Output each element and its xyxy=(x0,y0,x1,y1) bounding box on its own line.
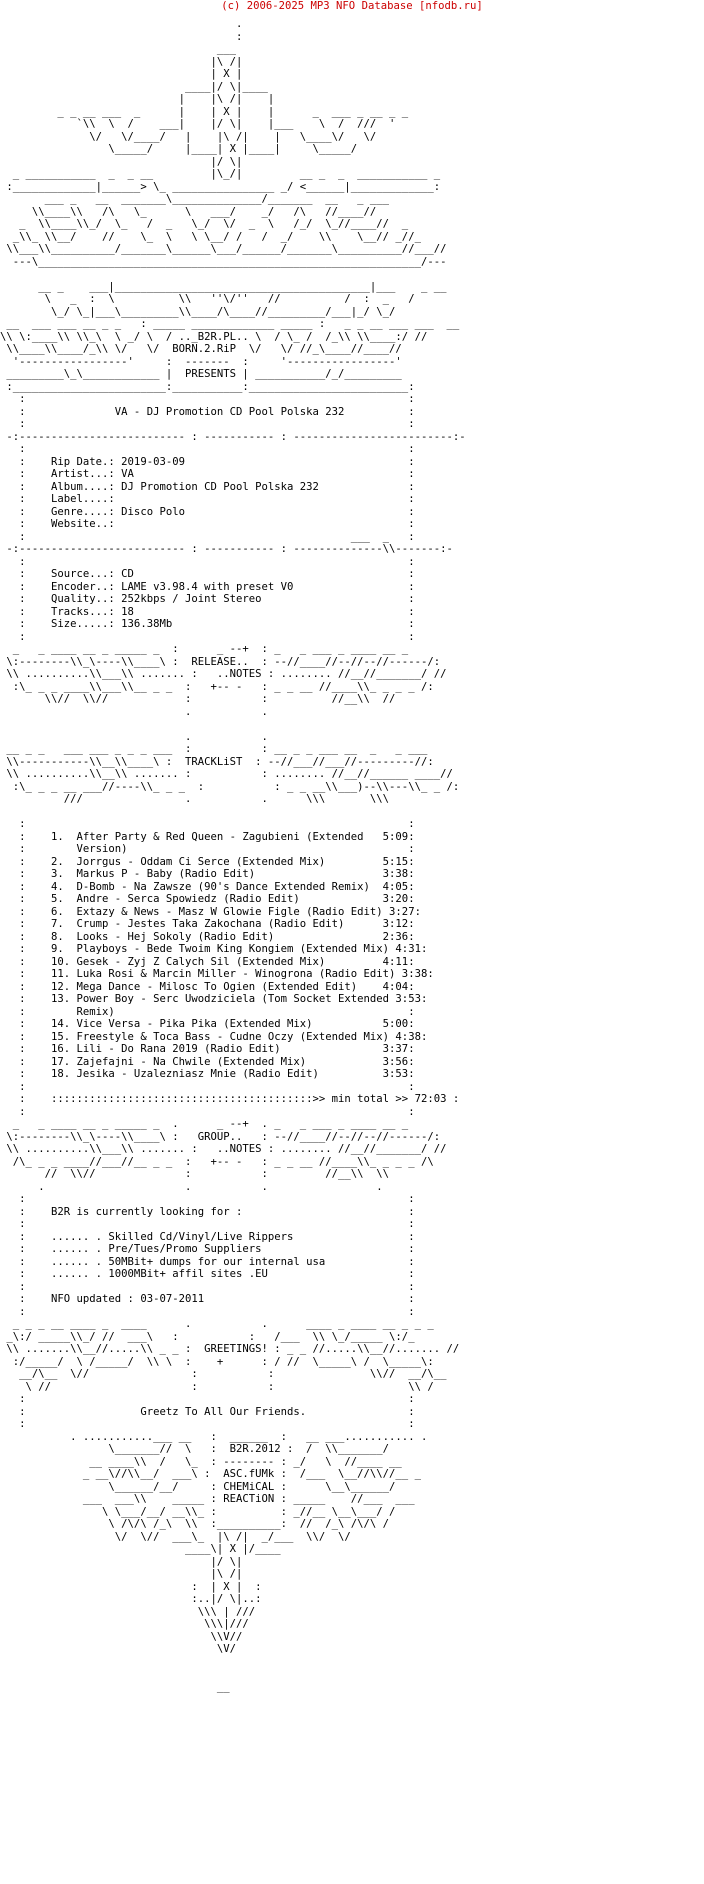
nfo-line: // \\// : : //__\\ \\ xyxy=(0,1168,390,1180)
track-row: : 3. Markus P - Baby (Radio Edit) 3:38: xyxy=(0,868,415,880)
nfo-line: __ xyxy=(0,1680,230,1693)
nfo-line: |/ \| xyxy=(0,155,243,168)
nfo-line: ---\____________________________________________________________/--- xyxy=(0,255,447,268)
nfo-line: \ /\/\ /_\ \\ :__________: // /_\ /\/\ / xyxy=(0,1518,390,1530)
nfo-line: _\\_ \\__/ // \_ \ \ \__/ / / _/ \\ \__// _//_ xyxy=(0,230,421,243)
nfo-line: _ \\____\\_/ \_ / _ \_/ \/ _ \ /_/ \_//____// _ xyxy=(0,218,409,230)
nfo-line: : : xyxy=(0,1218,415,1230)
nfo-line: \\// \\// : : //__\\ // xyxy=(0,693,396,705)
nfo-artist: : Artist...: VA : xyxy=(0,468,415,480)
nfo-line: : : xyxy=(0,1393,415,1405)
nfo-size: : Size.....: 136.38Mb : xyxy=(0,618,415,630)
group-notes-text: : ...... . 1000MBit+ affil sites .EU : xyxy=(0,1268,415,1280)
greetings-text: : Greetz To All Our Friends. : xyxy=(0,1405,415,1418)
nfo-line: __ ____\\ / \_ : -------- : _/ \ //____ __ xyxy=(0,1455,402,1468)
nfo-line: : : xyxy=(0,555,415,568)
nfo-line: \\ ..........\\___\\ ....... : ..NOTES : ........ //__//_______/ // xyxy=(0,668,447,680)
nfo-line: _ _ __ ___ _ | | X | | _ ___ _ __ _ _ xyxy=(0,105,409,118)
nfo-year-credit: \_______// \ : B2R.2012 : / \\_______/ xyxy=(0,1443,390,1455)
track-row: : 2. Jorrgus - Oddam Ci Serce (Extended Mix) 5:15: xyxy=(0,855,415,868)
nfo-line: | |\ /| | xyxy=(0,93,275,105)
track-row: : 8. Looks - Hej Sokoly (Radio Edit) 2:36: xyxy=(0,930,415,943)
nfo-group-notes-banner: \:--------\\_\----\\____\ : GROUP.. : --//____//--//--//------/: xyxy=(0,1130,441,1143)
nfo-divider: -:-------------------------- : ----------- : -------------------------:- xyxy=(0,430,466,443)
track-row: : 7. Crump - Jestes Taka Zakochana (Radio Edit) 3:12: xyxy=(0,918,415,930)
nfo-line: '-----------------' : ------- : '-----------------' xyxy=(0,355,402,368)
nfo-line: \ \___/__/ __\\_ : : _//__ \__\___/ / xyxy=(0,1505,396,1518)
nfo-line: \\V// xyxy=(0,1630,243,1643)
nfo-updated: : NFO updated : 03-07-2011 : xyxy=(0,1293,415,1305)
nfo-line: \\ \:____\\ \\_\ \ _/ \ / .._B2R.PL.. \ / \_ / /_\\ \\____:/ // xyxy=(0,330,428,343)
nfo-line: \/ \// ___\_ |\ /| _/___ \\/ \/ xyxy=(0,1530,351,1543)
track-row: : Remix) : xyxy=(0,1005,415,1018)
nfo-encoder: : Encoder..: LAME v3.98.4 with preset V0 : xyxy=(0,580,415,593)
nfo-line: _\:/ _____\\_/ // ___\ : : /___ \\ \_/_____ \:/_ xyxy=(0,1330,415,1343)
track-row: : 5. Andre - Serca Spowiedz (Radio Edit) 3:20: xyxy=(0,893,415,905)
nfo-line: : : xyxy=(0,1418,415,1430)
nfo-line: __ _ _ ___ ___ _ _ _ ___ : : __ _ _ ___ __ _ _ ___ xyxy=(0,743,428,755)
nfo-line: : : xyxy=(0,393,415,405)
nfo-line: __ ___ ___ __ _ _ : _____ _____________ _____ : _ _ __ ___ ___ __ xyxy=(0,318,460,330)
track-row: : 18. Jesika - Uzalezniasz Mnie (Radio Edit) 3:53: xyxy=(0,1068,415,1080)
nfo-ascii-document xyxy=(0,18,704,1693)
track-row: : 12. Mega Dance - Milosc To Ogien (Extended Edit) 4:04: xyxy=(0,980,415,993)
nfo-quality: : Quality..: 252kbps / Joint Stereo : xyxy=(0,593,415,605)
nfo-line: _ ___________ _ _ __ |\_/| __ _ _ ___________ _ xyxy=(0,168,441,180)
track-row: : 14. Vice Versa - Pika Pika (Extended Mix) 5:00: xyxy=(0,1018,415,1030)
nfo-source: : Source...: CD : xyxy=(0,568,415,580)
track-row: : 17. Zajefajni - Na Chwile (Extended Mix) 3:56: xyxy=(0,1055,415,1068)
nfo-tracklist-banner: \\-----------\\__\\____\ : TRACKLiST : --//___//___//---------//: xyxy=(0,755,434,768)
nfo-art-credit: ___ ___\\ _____ : REACTiON : _____ //___ ___ xyxy=(0,1493,415,1505)
nfo-line: . ...........___ __ : ______ : __ ___........... . xyxy=(0,1430,428,1443)
nfo-line: ____\| X |/____ xyxy=(0,1543,281,1555)
nfo-line: : : xyxy=(0,818,415,830)
nfo-line: \\___\\__________/_______\______\___/______/_______\__________//___// xyxy=(0,243,447,255)
track-row: : 11. Luka Rosi & Marcin Miller - Winogrona (Radio Edit) 3:38: xyxy=(0,968,434,980)
nfo-line: \\ ..........\\__\\ ....... : : ........ //__//______ ____// xyxy=(0,768,453,780)
nfo-line: . . xyxy=(0,705,268,718)
nfo-line: _ _ ____ __ _ _____ _ . _ --+ . _ _ ___ _ ____ __ _ xyxy=(0,1118,409,1130)
nfo-line: ___ _ __ _______\______________/_______ __ _ ___ xyxy=(0,193,390,205)
nfo-rip-date: : Rip Date.: 2019-03-09 : xyxy=(0,455,415,468)
group-notes-text: : ...... . 50MBit+ dumps for our internal usa : xyxy=(0,1255,415,1268)
track-row: : 4. D-Bomb - Na Zawsze (90's Dance Extended Remix) 4:05: xyxy=(0,880,415,893)
nfodb-copyright-header: (c) 2006-2025 MP3 NFO Database [nfodb.ru] xyxy=(221,0,483,12)
track-row: : 15. Freestyle & Toca Bass - Cudne Oczy (Extended Mix) 4:38: xyxy=(0,1030,428,1043)
nfo-line: ____|/ \|____ xyxy=(0,80,268,93)
nfo-line: \V/ xyxy=(0,1643,236,1655)
nfo-line: _ _ ____ __ _ _____ _ : _ --+ : _ _ ___ _ ____ __ _ xyxy=(0,643,409,655)
nfo-label: : Label....: : xyxy=(0,493,415,505)
track-row: : 1. After Party & Red Queen - Zagubieni (Extended 5:09: xyxy=(0,830,415,843)
track-row: : 9. Playboys - Bede Twoim King Kongiem (Extended Mix) 4:31: xyxy=(0,943,428,955)
nfo-line: __/\__ \// : : \\// __/\__ xyxy=(0,1368,447,1380)
nfo-line: : : xyxy=(0,418,415,430)
nfo-line: . . . . xyxy=(0,1180,383,1193)
nfo-line: |\ /| xyxy=(0,1568,243,1580)
track-row: : 6. Extazy & News - Masz W Glowie Figle (Radio Edit) 3:27: xyxy=(0,905,421,918)
track-row: : Version) : xyxy=(0,843,415,855)
nfo-line: . . xyxy=(0,730,268,743)
nfo-line: |\ /| xyxy=(0,55,243,68)
nfo-line: : : xyxy=(0,630,415,643)
nfo-release-notes-banner: \:--------\\_\----\\____\ : RELEASE.. : --//____//--//--//------/: xyxy=(0,655,441,668)
nfo-line: `\\ \ / ___| |/ \| |___ \ / /// ' xyxy=(0,118,396,130)
nfo-line: : : xyxy=(0,443,415,455)
nfo-line: :\_ _ _ ____\\___\\__ _ _ : +-- - : _ _ __ //____\\_ _ _ _ /: xyxy=(0,680,434,693)
tracklist-total: : :::::::::::::::::::::::::::::::::::::::::>> min total >> 72:03 : xyxy=(0,1093,460,1105)
nfo-art-credit: \______/__/ : CHEMiCAL : \__\______/ xyxy=(0,1480,396,1493)
nfo-line: \\____\\____/_\\ \/ \/ BORN.2.RiP \/ \/ //_\____//____// xyxy=(0,343,402,355)
nfo-line: ___ xyxy=(0,43,236,55)
nfo-line: : ___ _ : xyxy=(0,530,415,543)
nfo-line: : : xyxy=(0,1280,415,1293)
nfo-line: . xyxy=(0,18,243,30)
nfo-line: | X | xyxy=(0,68,243,80)
nfo-line: : : xyxy=(0,1193,415,1205)
nfo-tracks: : Tracks...: 18 : xyxy=(0,605,415,618)
nfo-divider: -:-------------------------- : ----------- : --------------\\-------:- xyxy=(0,543,453,555)
nfo-line: \ _ : \ \\ ''\/'' // / : _ / xyxy=(0,293,415,305)
nfo-line: \_/ \_|___\_________\\____/\____//_________/___|_/ \_/ xyxy=(0,305,396,318)
nfo-line: :_____________|______> \_ ________________ _/ <______|_____________: xyxy=(0,180,441,193)
nfo-line: _ _ _ __ ____ _ ____ . . ____ _ ____ __ _ _ _ xyxy=(0,1318,434,1330)
nfo-line: :..|/ \|..: xyxy=(0,1593,262,1605)
nfo-line: :\_ _ _ __ ___//----\\_ _ _ : : _ _ __\\___)--\\---\\_ _ /: xyxy=(0,780,460,793)
track-row: : 13. Power Boy - Serc Uwodziciela (Tom Socket Extended 3:53: xyxy=(0,993,428,1005)
track-row: : 16. Lili - Do Rana 2019 (Radio Edit) 3:37: xyxy=(0,1043,415,1055)
nfo-line: /\_ _ _ ____//___//__ _ _ : +-- - : _ _ __ //____\\_ _ _ _ /\ xyxy=(0,1155,434,1168)
nfo-line: /// . . \\\ \\\ xyxy=(0,793,390,805)
group-notes-text: : ...... . Pre/Tues/Promo Suppliers : xyxy=(0,1243,415,1255)
group-notes-text: : ...... . Skilled Cd/Vinyl/Live Rippers : xyxy=(0,1230,415,1243)
nfo-album: : Album....: DJ Promotion CD Pool Polska 232 : xyxy=(0,480,415,493)
nfo-line: : xyxy=(0,30,243,43)
nfo-line: \\____\\ /\ \_ \ ___/ _/ /\ //____// xyxy=(0,205,377,218)
nfo-line: : : xyxy=(0,1105,415,1118)
nfo-line: \_____/ |____| X |____| \_____/ xyxy=(0,143,358,155)
nfo-genre: : Genre....: Disco Polo : xyxy=(0,505,415,518)
nfo-line: _________\_\____________ | PRESENTS | ___________/_/_________ xyxy=(0,368,402,380)
nfo-line: : : xyxy=(0,1080,415,1093)
nfo-art-credit: _ __\//\\__/ ___\ : ASC.fUMk : /___ \__//\\//__ _ xyxy=(0,1468,421,1480)
nfo-website: : Website..: : xyxy=(0,518,415,530)
nfo-line: :________________________:___________:_________________________: xyxy=(0,380,415,393)
nfo-line: :/_____/ \ /_____/ \\ \ : + : / // \_____\ / \_____\: xyxy=(0,1355,434,1368)
nfo-line: \\\|/// xyxy=(0,1618,249,1630)
nfo-line: : : xyxy=(0,1305,415,1318)
nfo-greetings-banner: \\ .......\\__//.....\\ _ _ : GREETINGS! : _ _ //.....\\__//....... // xyxy=(0,1343,460,1355)
nfo-line: \/ \/____/ | |\ /| | \____\/ \/ xyxy=(0,130,377,143)
nfo-line: \ // : : \\ / xyxy=(0,1380,434,1393)
group-notes-text: : B2R is currently looking for : : xyxy=(0,1205,415,1218)
nfo-line: \\\ | /// xyxy=(0,1605,256,1618)
nfo-line: __ _ ___|________________________________________|___ _ __ xyxy=(0,280,447,293)
nfo-line: : | X | : xyxy=(0,1580,262,1593)
nfo-line: |/ \| xyxy=(0,1555,243,1568)
nfo-line: \\ ..........\\___\\ ....... : ..NOTES : ........ //__//_______/ // xyxy=(0,1143,447,1155)
track-row: : 10. Gesek - Zyj Z Calych Sil (Extended Mix) 4:11: xyxy=(0,955,415,968)
nfo-release-title: : VA - DJ Promotion CD Pool Polska 232 : xyxy=(0,405,415,418)
